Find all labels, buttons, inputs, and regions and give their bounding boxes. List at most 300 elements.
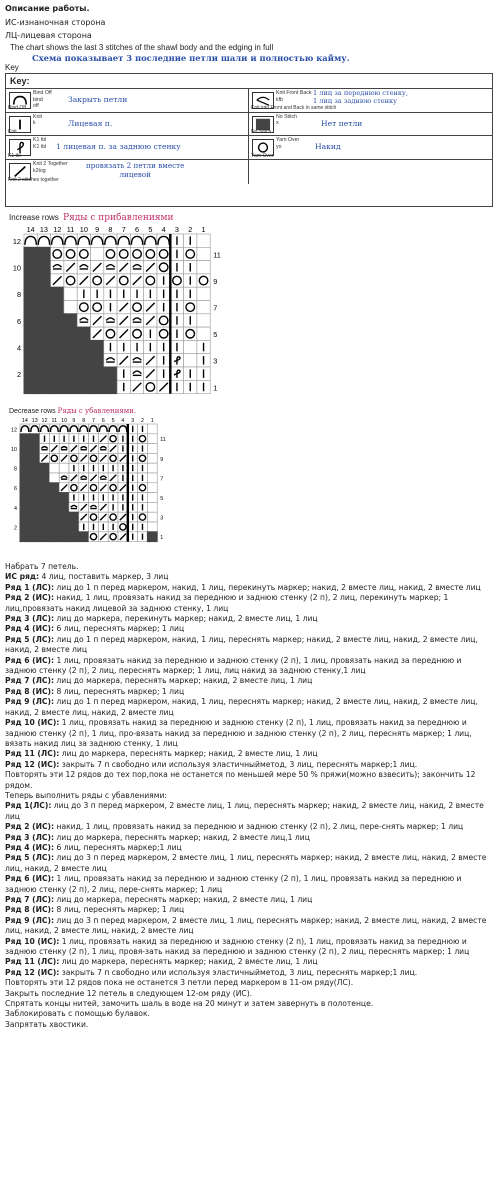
instruction-line bbox=[5, 916, 495, 937]
no-stitch-cell bbox=[40, 522, 50, 532]
instruction-line bbox=[5, 791, 495, 801]
column-number: 9 bbox=[72, 418, 76, 424]
key-below-text: Bind Off bbox=[8, 105, 26, 112]
key-ru-text: Закрыть петли bbox=[68, 95, 128, 104]
row-label: Ряд 5 (ЛС): bbox=[5, 634, 55, 644]
row-number: 10 bbox=[12, 263, 21, 273]
stitch-cell bbox=[59, 463, 69, 473]
column-number: 13 bbox=[39, 225, 49, 234]
instruction-line bbox=[5, 801, 495, 822]
row-number: 7 bbox=[213, 303, 218, 313]
row-label: Ряд 4 (ИС): bbox=[5, 624, 55, 634]
row-text: лиц до 1 п перед маркером, накид, 1 лиц, переснять маркер; накид, 2 вместе лиц, накид, 2 вместе лиц, накид, 2 вместе лиц bbox=[5, 634, 478, 655]
no-stitch-cell bbox=[24, 301, 37, 314]
no-stitch-cell bbox=[37, 261, 50, 274]
instructions bbox=[5, 562, 495, 1030]
row-text: 1 лиц, провязать накид за переднюю и заднюю стенку (2 п), 1 лиц, провязать накид за переднюю и заднюю стенку (2 п), 2 лиц, пере-снять маркер; 1 лиц bbox=[5, 874, 462, 894]
column-number: 10 bbox=[79, 225, 88, 234]
row-label: Ряд 4 (ИС): bbox=[5, 842, 55, 852]
stitch-cell bbox=[147, 502, 157, 512]
row-text: лиц до маркера, переснять маркер; накид, 2 вместе лиц, 1 лиц bbox=[59, 749, 318, 759]
no-stitch-cell bbox=[30, 483, 40, 493]
instruction-line bbox=[5, 978, 495, 988]
row-label: Ряд 8 (ИС): bbox=[5, 686, 55, 696]
instruction-line bbox=[5, 833, 495, 843]
increase-chart bbox=[6, 222, 246, 393]
no-stitch-cell bbox=[24, 261, 37, 274]
no-stitch-cell bbox=[30, 493, 40, 503]
instruction-line bbox=[5, 957, 495, 967]
column-number: 1 bbox=[150, 418, 154, 424]
increase-label-ru: Ряды с прибавлениями bbox=[63, 213, 174, 223]
row-label: Ряд 5 (ЛС): bbox=[5, 853, 55, 863]
stitch-cell bbox=[130, 354, 143, 367]
column-number: 3 bbox=[174, 225, 179, 234]
stitch-cell bbox=[98, 444, 108, 454]
no-stitch-cell bbox=[40, 532, 50, 542]
no-stitch-cell bbox=[104, 380, 117, 393]
key-ru-text: 1 лиц за переднюю стенку, 1 лиц за заднюю стенку bbox=[313, 89, 409, 105]
decrease-label-ru: Ряды с убавлениями. bbox=[57, 407, 137, 415]
row-number: 10 bbox=[11, 446, 17, 453]
no-stitch-cell bbox=[69, 532, 79, 542]
row-number: 6 bbox=[14, 486, 17, 493]
key-below-text: Yarn Over bbox=[251, 152, 274, 159]
row-number: 1 bbox=[160, 535, 164, 542]
row-text: лиц до 3 п перед маркером, 2 вместе лиц, 1 лиц, переснять маркер; накид, 2 вместе лиц, накид, 2 вместе лиц bbox=[5, 801, 484, 821]
instruction-line bbox=[5, 1020, 495, 1030]
stitch-cell bbox=[147, 493, 157, 503]
no-stitch-cell bbox=[30, 463, 40, 473]
key-item-bindoff bbox=[6, 89, 249, 112]
decrease-label-en: Decrease rows bbox=[9, 408, 56, 415]
no-stitch-cell bbox=[59, 522, 69, 532]
no-stitch-cell bbox=[64, 354, 77, 367]
column-number: 2 bbox=[188, 225, 193, 234]
no-stitch-cell bbox=[77, 327, 90, 340]
key-below-text: K1 tbl bbox=[8, 152, 21, 159]
key-below-text: No Stitch bbox=[251, 128, 272, 135]
no-stitch-cell bbox=[37, 354, 50, 367]
row-number: 6 bbox=[16, 316, 21, 326]
ws-legend: ИС-изнаночная сторона bbox=[5, 18, 106, 27]
stitch-cell bbox=[49, 463, 59, 473]
no-stitch-cell bbox=[20, 512, 30, 522]
chart-note-ru: Схема показывает 3 последние петли шали и полностью кайму. bbox=[32, 53, 350, 63]
no-stitch-cell bbox=[24, 380, 37, 393]
instruction-line bbox=[5, 572, 495, 582]
row-label: Ряд 12 (ИС): bbox=[5, 759, 60, 769]
row-number: 9 bbox=[213, 276, 218, 286]
no-stitch-cell bbox=[77, 354, 90, 367]
no-stitch-cell bbox=[30, 473, 40, 483]
no-stitch-cell bbox=[24, 314, 37, 327]
row-number: 4 bbox=[14, 505, 17, 512]
column-number: 7 bbox=[92, 418, 95, 424]
row-number: 11 bbox=[160, 437, 166, 444]
no-stitch-cell bbox=[49, 493, 59, 503]
instruction-line bbox=[5, 895, 495, 905]
key-ru-text: 1 лицевая п. за заднюю стенку bbox=[56, 142, 181, 152]
key-item-k2tog bbox=[6, 160, 249, 184]
instruction-line bbox=[5, 822, 495, 832]
no-stitch-cell bbox=[64, 380, 77, 393]
row-label: Ряд 10 (ИС): bbox=[5, 718, 60, 728]
no-stitch-cell bbox=[24, 340, 37, 353]
stitch-cell bbox=[59, 444, 69, 454]
no-stitch-cell bbox=[37, 380, 50, 393]
no-stitch-cell bbox=[40, 493, 50, 503]
stitch-cell bbox=[197, 287, 210, 300]
stitch-cell bbox=[147, 453, 157, 463]
row-text: 8 лиц, переснять маркер; 1 лиц bbox=[54, 686, 185, 696]
no-stitch-cell bbox=[30, 522, 40, 532]
stitch-cell bbox=[197, 247, 210, 260]
no-stitch-cell bbox=[40, 502, 50, 512]
stitch-cell bbox=[89, 502, 99, 512]
no-stitch-cell bbox=[69, 522, 79, 532]
row-text: Закрыть последние 12 петель в следующем 12-ом ряду (ИС). bbox=[5, 988, 253, 998]
no-stitch-cell bbox=[20, 493, 30, 503]
no-stitch-cell bbox=[24, 247, 37, 260]
column-number: 5 bbox=[111, 418, 115, 424]
no-stitch-cell bbox=[51, 301, 64, 314]
row-number: 5 bbox=[213, 330, 218, 340]
row-label: Ряд 8 (ИС): bbox=[5, 905, 55, 915]
key-below-text: Knit bbox=[8, 128, 17, 135]
no-stitch-cell bbox=[20, 532, 30, 542]
no-stitch-cell bbox=[77, 340, 90, 353]
row-text: накид, 1 лиц, провязать накид за переднюю и заднюю стенку (2 п), 2 лиц, перекинуть маркер; 1 лиц,провязать накид лицевой за заднюю стенку, 1 лиц bbox=[5, 593, 449, 613]
row-number: 3 bbox=[213, 356, 218, 366]
key-section-label: Key bbox=[5, 63, 19, 72]
row-number: 5 bbox=[160, 495, 164, 502]
stitch-cell bbox=[77, 314, 90, 327]
key-en-text: Knit Front Back kfb bbox=[276, 90, 312, 103]
stitch-cell bbox=[51, 261, 64, 274]
stitch-cell bbox=[197, 314, 210, 327]
row-label: Ряд 9 (ЛС): bbox=[5, 915, 55, 925]
no-stitch-cell bbox=[59, 493, 69, 503]
row-text: лиц до маркера, перекинуть маркер; накид, 2 вместе лиц, 1 лиц bbox=[54, 614, 318, 624]
stitch-cell bbox=[130, 367, 143, 380]
instruction-line bbox=[5, 968, 495, 978]
no-stitch-cell bbox=[64, 340, 77, 353]
row-number: 2 bbox=[16, 369, 21, 379]
stitch-cell bbox=[197, 261, 210, 274]
row-label: Ряд 11 (ЛС): bbox=[5, 749, 60, 759]
stitch-cell bbox=[147, 483, 157, 493]
instruction-line bbox=[5, 989, 495, 999]
stitch-cell bbox=[197, 234, 210, 247]
no-stitch-cell bbox=[24, 287, 37, 300]
stitch-cell bbox=[184, 340, 197, 353]
no-stitch-cell bbox=[30, 444, 40, 454]
row-number: 12 bbox=[11, 427, 17, 434]
instruction-line bbox=[5, 614, 495, 624]
instruction-line bbox=[5, 697, 495, 718]
stitch-cell bbox=[197, 327, 210, 340]
no-stitch-cell bbox=[91, 354, 104, 367]
column-number: 11 bbox=[66, 225, 75, 234]
no-stitch-cell bbox=[49, 483, 59, 493]
key-item-empty bbox=[249, 160, 492, 184]
row-text: лиц до маркера, переснять маркер; накид, 2 вместе лиц, 1 лиц bbox=[54, 676, 313, 686]
instruction-line bbox=[5, 770, 495, 791]
row-label: Ряд 7 (ЛС): bbox=[5, 676, 55, 686]
no-stitch-cell bbox=[24, 274, 37, 287]
row-text: закрыть 7 п свободно или используя эластичныйметод, 3 лиц, переснять маркер;1 лиц. bbox=[59, 759, 418, 769]
column-number: 12 bbox=[53, 225, 62, 234]
instruction-line bbox=[5, 718, 495, 749]
no-stitch-cell bbox=[91, 340, 104, 353]
instruction-line bbox=[5, 937, 495, 958]
stitch-cell bbox=[69, 502, 79, 512]
stitch-cell bbox=[64, 287, 77, 300]
no-stitch-cell bbox=[24, 327, 37, 340]
no-stitch-cell bbox=[37, 327, 50, 340]
row-text: лиц до маркера, переснять маркер; накид, 2 вместе лиц, 1 лиц bbox=[54, 895, 313, 904]
no-stitch-cell bbox=[49, 522, 59, 532]
row-number: 11 bbox=[213, 250, 221, 260]
no-stitch-cell bbox=[40, 512, 50, 522]
column-number: 8 bbox=[82, 418, 86, 424]
column-number: 4 bbox=[161, 225, 166, 234]
decrease-chart bbox=[6, 414, 186, 549]
instruction-line bbox=[5, 583, 495, 593]
no-stitch-cell bbox=[37, 340, 50, 353]
no-stitch-cell bbox=[77, 367, 90, 380]
stitch-cell bbox=[130, 314, 143, 327]
row-number: 1 bbox=[213, 383, 218, 393]
instruction-line bbox=[5, 874, 495, 895]
row-label: Ряд 6 (ИС): bbox=[5, 874, 55, 884]
no-stitch-cell bbox=[91, 380, 104, 393]
key-item-kfb bbox=[249, 89, 492, 112]
no-stitch-cell bbox=[37, 247, 50, 260]
key-row bbox=[6, 113, 492, 137]
stitch-cell bbox=[40, 444, 50, 454]
no-stitch-cell bbox=[24, 367, 37, 380]
column-number: 9 bbox=[95, 225, 100, 234]
no-stitch-cell bbox=[147, 532, 157, 542]
stitch-cell bbox=[147, 424, 157, 434]
no-stitch-cell bbox=[20, 473, 30, 483]
no-stitch-cell bbox=[20, 483, 30, 493]
stitch-cell bbox=[77, 261, 90, 274]
column-number: 4 bbox=[121, 418, 125, 424]
instruction-line bbox=[5, 999, 495, 1009]
no-stitch-cell bbox=[37, 287, 50, 300]
row-text: 8 лиц, переснять маркер; 1 лиц bbox=[54, 905, 185, 915]
row-number: 12 bbox=[12, 236, 21, 246]
stitch-cell bbox=[104, 354, 117, 367]
row-number: 8 bbox=[14, 466, 17, 473]
no-stitch-cell bbox=[37, 274, 50, 287]
key-item-nostitch bbox=[249, 113, 492, 136]
no-stitch-cell bbox=[51, 367, 64, 380]
no-stitch-cell bbox=[51, 314, 64, 327]
row-text: Набрать 7 петель. bbox=[5, 562, 79, 571]
key-en-text: Yarn Over yo bbox=[276, 137, 300, 150]
no-stitch-cell bbox=[69, 512, 79, 522]
row-text: 1 лиц, провязать накид за переднюю и заднюю стенку (2 п), 1 лиц, провязать накид за переднюю и заднюю стенку (2 п), 2 лиц, переснять маркер; 1 лиц, лиц накид за заднюю стенку,1 лиц bbox=[5, 655, 462, 676]
column-number: 2 bbox=[141, 418, 144, 424]
key-en-text: K1 tbl K1 tbl bbox=[33, 137, 47, 150]
no-stitch-cell bbox=[104, 367, 117, 380]
row-label: Ряд 12 (ИС): bbox=[5, 967, 60, 977]
instruction-line bbox=[5, 635, 495, 656]
column-number: 10 bbox=[61, 418, 68, 424]
stitch-cell bbox=[147, 512, 157, 522]
row-label: Ряд 3 (ЛС): bbox=[5, 832, 55, 842]
no-stitch-cell bbox=[59, 512, 69, 522]
row-text: Спрятать концы нитей, замочить шаль в воде на 20 минут и затем завернуть в полотенце. bbox=[5, 999, 374, 1009]
stitch-cell bbox=[147, 463, 157, 473]
stitch-cell bbox=[49, 473, 59, 483]
row-number: 7 bbox=[160, 476, 164, 483]
column-number: 8 bbox=[108, 225, 113, 234]
instruction-line bbox=[5, 676, 495, 686]
no-stitch-cell bbox=[51, 340, 64, 353]
no-stitch-cell bbox=[30, 532, 40, 542]
no-stitch-cell bbox=[59, 502, 69, 512]
row-number: 4 bbox=[16, 343, 21, 353]
no-stitch-cell bbox=[77, 380, 90, 393]
stitch-cell bbox=[197, 301, 210, 314]
row-text: Теперь выполнить ряды с убавлениями: bbox=[5, 790, 167, 800]
stitch-cell bbox=[59, 473, 69, 483]
key-row bbox=[6, 160, 492, 184]
row-label: Ряд 9 (ЛС): bbox=[5, 697, 55, 707]
instruction-line bbox=[5, 905, 495, 915]
row-text: Заблокировать с помощью булавок. bbox=[5, 1009, 150, 1019]
key-below-text: Knit into Front and Back in same stitch bbox=[251, 105, 337, 112]
no-stitch-cell bbox=[37, 367, 50, 380]
key-en-text: Knit 2 Together k2tog bbox=[33, 161, 68, 174]
no-stitch-cell bbox=[79, 532, 89, 542]
stitch-cell bbox=[147, 473, 157, 483]
row-label: Ряд 1(ЛС): bbox=[5, 801, 52, 811]
key-en-text: Knit k bbox=[33, 113, 42, 127]
key-item-knit bbox=[6, 113, 249, 136]
stitch-cell bbox=[104, 261, 117, 274]
no-stitch-cell bbox=[49, 532, 59, 542]
stitch-cell bbox=[147, 522, 157, 532]
row-text: лиц до маркера, переснять маркер; накид, 2 вместе лиц,1 лиц bbox=[54, 832, 310, 842]
row-number: 2 bbox=[14, 525, 17, 532]
no-stitch-cell bbox=[20, 502, 30, 512]
row-text: лиц до 1 п перед маркером, накид, 1 лиц, переснять маркер; накид, 2 вместе лиц, накид, 2 вместе лиц, накид, 2 вместе лиц, накид, 2 вместе лиц bbox=[5, 697, 478, 717]
instruction-line bbox=[5, 853, 495, 874]
no-stitch-cell bbox=[49, 512, 59, 522]
stitch-cell bbox=[147, 434, 157, 444]
key-title: Key: bbox=[6, 74, 492, 89]
no-stitch-cell bbox=[40, 463, 50, 473]
no-stitch-cell bbox=[30, 434, 40, 444]
increase-label-en: Increase rows bbox=[9, 213, 59, 222]
key-ru-text: провязать 2 петли вместе лицевой bbox=[86, 161, 185, 180]
column-number: 6 bbox=[101, 418, 105, 424]
row-number: 3 bbox=[160, 515, 164, 522]
instruction-line bbox=[5, 843, 495, 853]
no-stitch-cell bbox=[51, 354, 64, 367]
row-text: накид, 1 лиц, провязать накид за переднюю и заднюю стенку (2 п), 2 лиц, пере-снять маркер; 1 лиц bbox=[54, 822, 464, 832]
instruction-line bbox=[5, 624, 495, 634]
row-label: Ряд 10 (ИС): bbox=[5, 936, 60, 946]
key-item-k1tbl bbox=[6, 136, 249, 159]
key-ru-text: Накид bbox=[315, 142, 341, 152]
key-en-text: No Stitch x bbox=[276, 113, 298, 127]
row-text: 6 лиц, переснять маркер; 1 лиц bbox=[54, 624, 185, 634]
no-stitch-cell bbox=[37, 301, 50, 314]
no-stitch-cell bbox=[40, 483, 50, 493]
column-number: 3 bbox=[131, 418, 135, 424]
no-stitch-cell bbox=[51, 380, 64, 393]
column-number: 6 bbox=[135, 225, 140, 234]
row-text: 1 лиц, провязать накид за переднюю и заднюю стенку (2 п), 1 лиц, провязать накид за переднюю и заднюю стенку (2 п), 1 лиц, про-вязать накид за переднюю и заднюю стенку (2 п), 2 лиц, переснять маркер; 1 лиц, вязать накид лиц за заднюю стенку, 1 лиц bbox=[5, 718, 472, 748]
no-stitch-cell bbox=[20, 463, 30, 473]
stitch-cell bbox=[184, 354, 197, 367]
column-number: 1 bbox=[201, 225, 206, 234]
row-text: лиц до маркера, переснять маркер; накид, 2 вместе лиц, 1 лиц bbox=[59, 957, 318, 967]
no-stitch-cell bbox=[24, 354, 37, 367]
no-stitch-cell bbox=[51, 287, 64, 300]
row-text: Повторять эти 12 рядов до тех пор,пока не останется по меньшей мере 50 % пряжи(можно взвесить); закончить 12 рядом. bbox=[5, 770, 476, 790]
stitch-cell bbox=[147, 444, 157, 454]
row-label: Ряд 2 (ИС): bbox=[5, 822, 55, 832]
no-stitch-cell bbox=[30, 512, 40, 522]
instruction-line bbox=[5, 760, 495, 770]
rs-legend: ЛЦ-лицевая сторона bbox=[5, 31, 92, 40]
instruction-line bbox=[5, 656, 495, 677]
key-row bbox=[6, 136, 492, 160]
stitch-cell bbox=[64, 301, 77, 314]
stitch-cell bbox=[79, 473, 89, 483]
row-text: лиц до 3 п перед маркером, 2 вместе лиц, 1 лиц, переснять маркер; накид, 2 вместе лиц, накид, 2 вместе лиц, накид, 2 вместе лиц bbox=[5, 853, 487, 873]
column-number: 5 bbox=[148, 225, 153, 234]
row-text: Запрятать хвостики. bbox=[5, 1019, 89, 1029]
stitch-cell bbox=[91, 247, 104, 260]
key-ru-text: Лицевая п. bbox=[68, 118, 113, 128]
no-stitch-cell bbox=[20, 522, 30, 532]
row-text: 1 лиц, провязать накид за переднюю и заднюю стенку (2 п), 1 лиц, провязать накид за переднюю и заднюю стенку (2 п), 1 лиц, провя-зать накид за переднюю и заднюю стенку (2 п), 2 лиц, переснять маркер; 1 лиц bbox=[5, 936, 470, 957]
no-stitch-cell bbox=[49, 502, 59, 512]
column-number: 11 bbox=[51, 418, 58, 424]
key-row bbox=[6, 89, 492, 113]
instruction-line bbox=[5, 593, 495, 614]
row-number: 8 bbox=[16, 290, 21, 300]
key-item-yo bbox=[249, 136, 492, 159]
row-text: закрыть 7 п свободно или используя эластичныйметод, 3 лиц, переснять маркер;1 лиц. bbox=[59, 967, 418, 977]
no-stitch-cell bbox=[64, 314, 77, 327]
row-text: лиц до 3 п перед маркером, 2 вместе лиц, 1 лиц, переснять маркер; накид, 2 вместе лиц, накид, 2 вместе лиц, накид, 2 вместе лиц, накид, 2 вместе лиц bbox=[5, 915, 487, 936]
column-number: 14 bbox=[26, 225, 35, 234]
stitch-cell bbox=[130, 261, 143, 274]
key-below-text: Knit 2 stitches together bbox=[8, 177, 59, 184]
no-stitch-cell bbox=[20, 434, 30, 444]
no-stitch-cell bbox=[64, 327, 77, 340]
instruction-line bbox=[5, 749, 495, 759]
key-ru-text: Нет петли bbox=[321, 118, 363, 128]
instruction-line bbox=[5, 687, 495, 697]
no-stitch-cell bbox=[20, 453, 30, 463]
row-label: Ряд 7 (ЛС): bbox=[5, 895, 55, 904]
no-stitch-cell bbox=[30, 502, 40, 512]
row-label: Ряд 11 (ЛС): bbox=[5, 957, 60, 967]
no-stitch-cell bbox=[40, 473, 50, 483]
column-number: 13 bbox=[31, 418, 38, 424]
